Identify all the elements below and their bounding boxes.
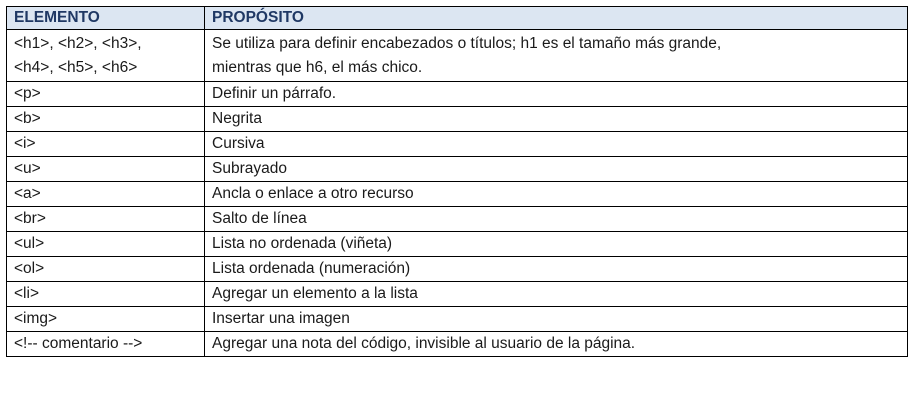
element-cell: <br>	[7, 207, 205, 232]
element-cell: <i>	[7, 132, 205, 157]
purpose-cell: Lista ordenada (numeración)	[205, 257, 908, 282]
table-header-row	[7, 7, 908, 30]
table-row	[7, 132, 908, 157]
purpose-cell: Subrayado	[205, 157, 908, 182]
table-row	[7, 182, 908, 207]
element-cell: <img>	[7, 307, 205, 332]
element-cell: <p>	[7, 82, 205, 107]
table-row	[7, 232, 908, 257]
purpose-cell: Salto de línea	[205, 207, 908, 232]
element-cell: <ul>	[7, 232, 205, 257]
element-cell: <a>	[7, 182, 205, 207]
purpose-cell: Cursiva	[205, 132, 908, 157]
column-header-purpose: PROPÓSITO	[205, 7, 908, 30]
table-row	[7, 30, 908, 82]
element-cell: <ol>	[7, 257, 205, 282]
purpose-cell: Agregar una nota del código, invisible al usuario de la página.	[205, 332, 908, 357]
purpose-cell: Definir un párrafo.	[205, 82, 908, 107]
element-cell-line: <h1>, <h2>, <h3>,	[14, 34, 142, 52]
purpose-cell	[205, 30, 908, 82]
element-cell: <!-- comentario -->	[7, 332, 205, 357]
column-header-element: ELEMENTO	[7, 7, 205, 30]
element-cell: <u>	[7, 157, 205, 182]
table-row	[7, 157, 908, 182]
purpose-cell: Agregar un elemento a la lista	[205, 282, 908, 307]
purpose-cell-line: Se utiliza para definir encabezados o títulos; h1 es el tamaño más grande,	[212, 34, 722, 52]
element-cell: <b>	[7, 107, 205, 132]
table-row	[7, 107, 908, 132]
table-row	[7, 332, 908, 357]
table-row	[7, 82, 908, 107]
element-cell-line: <h4>, <h5>, <h6>	[14, 58, 138, 76]
purpose-cell: Insertar una imagen	[205, 307, 908, 332]
table-row	[7, 282, 908, 307]
element-cell: <li>	[7, 282, 205, 307]
table-row	[7, 207, 908, 232]
html-elements-table-container	[6, 6, 907, 357]
purpose-cell-line: mientras que h6, el más chico.	[212, 58, 423, 76]
table-row	[7, 257, 908, 282]
html-elements-table	[6, 6, 908, 357]
purpose-cell: Negrita	[205, 107, 908, 132]
element-cell	[7, 30, 205, 82]
purpose-cell: Ancla o enlace a otro recurso	[205, 182, 908, 207]
purpose-cell: Lista no ordenada (viñeta)	[205, 232, 908, 257]
table-row	[7, 307, 908, 332]
